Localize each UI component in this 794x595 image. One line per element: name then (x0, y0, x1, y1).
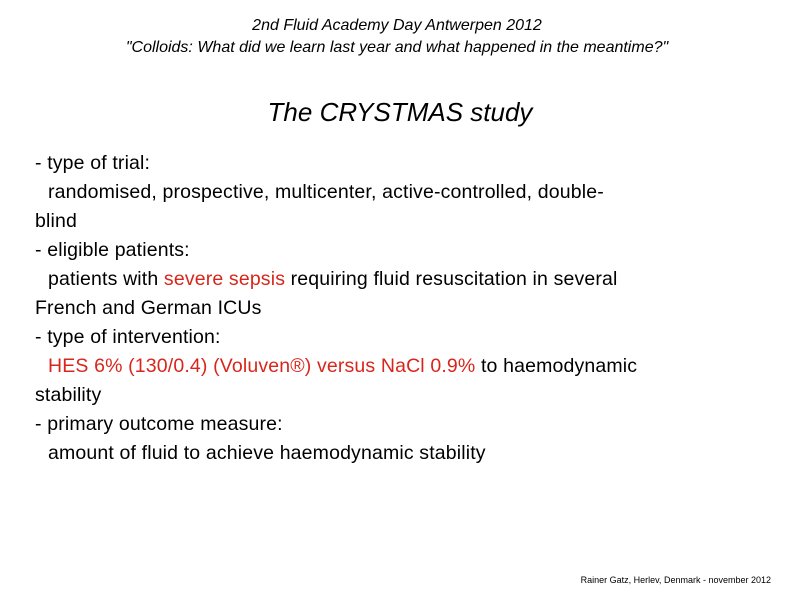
severe-sepsis-highlight: severe sepsis (163, 268, 286, 290)
intervention-post: to haemodynamic (475, 355, 638, 377)
eligible-patients-value-cont: French and German ICUs (35, 297, 262, 319)
intervention-value-cont: stability (35, 384, 102, 406)
slide-body (35, 149, 755, 468)
header-line-1: 2nd Fluid Academy Day Antwerpen 2012 (252, 17, 542, 34)
slide-footer: Rainer Gatz, Herlev, Denmark - november 2012 (580, 575, 771, 585)
outcome-label: - primary outcome measure: (35, 413, 283, 435)
eligible-patients-post: requiring fluid resuscitation in several (285, 268, 618, 290)
eligible-patients-label: - eligible patients: (35, 239, 190, 261)
trial-type-label: - type of trial: (35, 152, 151, 174)
eligible-patients-pre: patients with (48, 268, 164, 290)
intervention-value (35, 352, 755, 381)
trial-type-value-cont: blind (35, 210, 77, 232)
intervention-highlight: HES 6% (130/0.4) (Voluven®) versus NaCl 0.9% (48, 355, 476, 377)
eligible-patients-value (35, 265, 755, 294)
header-line-2: "Colloids: What did we learn last year and what happened in the meantime?" (125, 39, 669, 56)
outcome-value: amount of fluid to achieve haemodynamic stability (48, 442, 486, 464)
intervention-label: - type of intervention: (35, 326, 221, 348)
trial-type-value: randomised, prospective, multicenter, active-controlled, double- (48, 181, 604, 203)
slide-header (0, 15, 794, 59)
slide-title: The CRYSTMAS study (267, 97, 533, 127)
